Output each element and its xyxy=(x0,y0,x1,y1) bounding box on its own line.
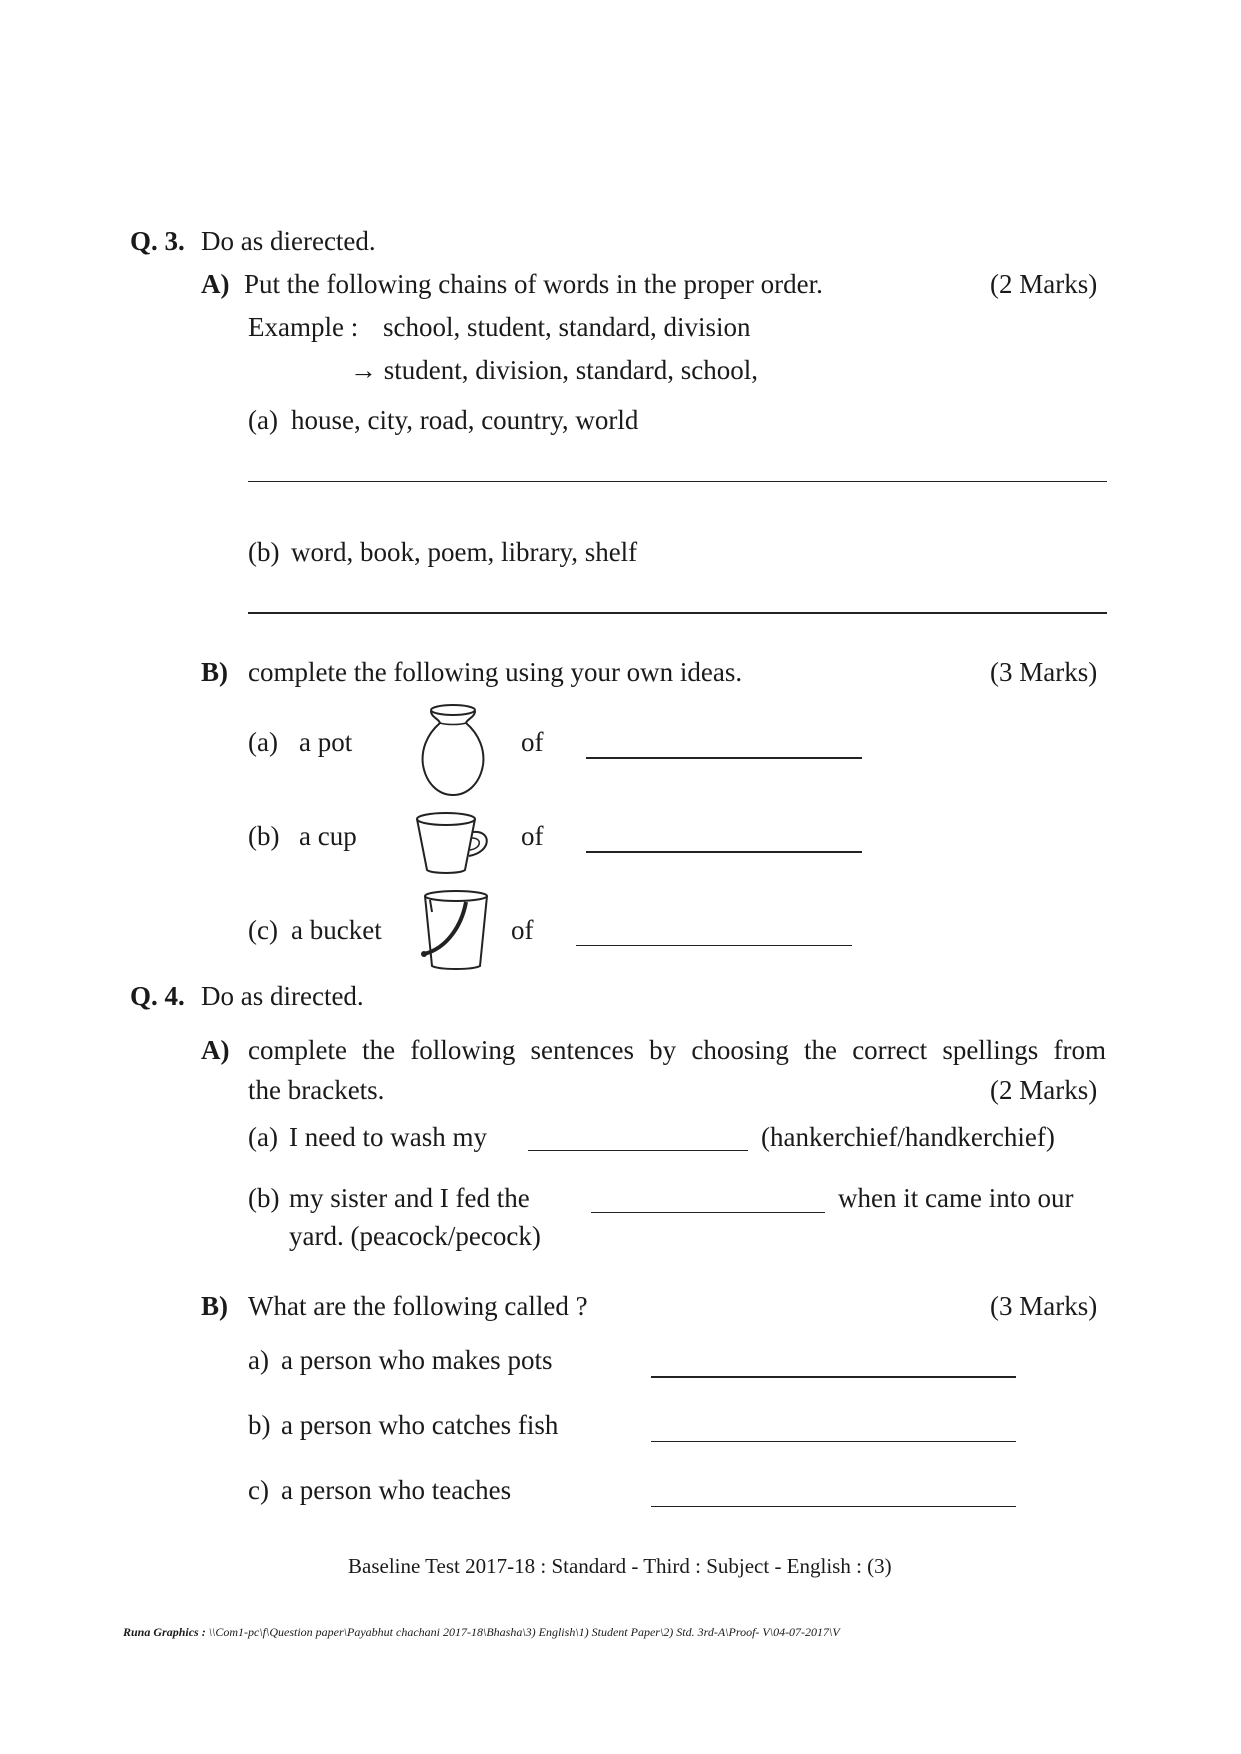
q4b-marks: (3 Marks) xyxy=(990,1291,1098,1321)
pot-icon xyxy=(418,703,488,799)
q4b-item-b-label: b) xyxy=(248,1410,271,1440)
q4b-instruction: What are the following called ? xyxy=(248,1291,588,1321)
q4a-item-a-label: (a) xyxy=(248,1122,278,1152)
q3b-marks: (3 Marks) xyxy=(990,657,1098,687)
q4a-item-a-after: (hankerchief/handkerchief) xyxy=(761,1122,1055,1152)
q3b-item-a-text: a pot xyxy=(299,727,353,757)
q3a-item-b-label: (b) xyxy=(248,537,280,567)
answer-line[interactable] xyxy=(651,1376,1016,1378)
answer-line[interactable] xyxy=(591,1212,825,1213)
example-label: Example : xyxy=(248,312,359,342)
q3b-item-b-text: a cup xyxy=(299,821,357,851)
answer-line[interactable] xyxy=(586,757,862,759)
q4a-item-b-line2: yard. (peacock/pecock) xyxy=(289,1221,541,1251)
q3a-item-b-text: word, book, poem, library, shelf xyxy=(291,537,638,567)
q3b-item-c-of: of xyxy=(511,915,534,945)
q4b-item-c-label: c) xyxy=(248,1475,269,1505)
q3b-item-b-label: (b) xyxy=(248,821,280,851)
q4-title: Do as directed. xyxy=(201,981,364,1011)
answer-line[interactable] xyxy=(248,612,1107,614)
q3a-item-a-label: (a) xyxy=(248,405,278,435)
q4a-label: A) xyxy=(201,1035,230,1065)
runa-path: \\Com1-pc\f\Question paper\Payabhut chachani 2017-18\Bhasha\3) English\1) Student Paper\2) Std. 3rd-A\Proof- V\04-07-2017\V xyxy=(208,1625,840,1639)
cup-icon xyxy=(414,810,494,876)
q3b-item-a-label: (a) xyxy=(248,727,278,757)
q4b-label: B) xyxy=(201,1291,228,1321)
q4a-instruction-line1: complete the following sentences by choosing the correct spellings from xyxy=(248,1035,1106,1065)
q3b-item-c-text: a bucket xyxy=(291,915,382,945)
q3-number: Q. 3. xyxy=(130,226,185,256)
q4a-instruction-line2: the brackets. xyxy=(248,1075,385,1105)
q3b-item-c-label: (c) xyxy=(248,915,278,945)
bucket-icon xyxy=(416,888,492,972)
q4b-item-b-text: a person who catches fish xyxy=(281,1410,559,1440)
example-answer: → student, division, standard, school, xyxy=(350,355,758,385)
q4-number: Q. 4. xyxy=(130,981,185,1011)
q4a-item-a-before: I need to wash my xyxy=(289,1122,487,1152)
answer-line[interactable] xyxy=(651,1506,1016,1507)
q4a-item-b-before: my sister and I fed the xyxy=(289,1183,530,1213)
q3b-item-a-of: of xyxy=(521,727,544,757)
q3-title: Do as dierected. xyxy=(201,226,376,256)
q4b-item-a-label: a) xyxy=(248,1345,269,1375)
q3a-instruction: Put the following chains of words in the proper order. xyxy=(244,269,823,299)
page-footer: Baseline Test 2017-18 : Standard - Third : Subject - English : (3) xyxy=(348,1554,892,1578)
example-words: school, student, standard, division xyxy=(383,312,751,342)
q3b-instruction: complete the following using your own ideas. xyxy=(248,657,743,687)
answer-line[interactable] xyxy=(576,945,852,946)
q4a-item-b-label: (b) xyxy=(248,1183,280,1213)
q4a-marks: (2 Marks) xyxy=(990,1075,1098,1105)
q3b-item-b-of: of xyxy=(521,821,544,851)
runa-graphics-note xyxy=(123,1625,840,1639)
runa-label: Runa Graphics : xyxy=(123,1625,206,1639)
answer-line[interactable] xyxy=(528,1150,748,1151)
q4b-item-a-text: a person who makes pots xyxy=(281,1345,553,1375)
answer-line[interactable] xyxy=(586,851,862,853)
q3a-item-a-text: house, city, road, country, world xyxy=(291,405,639,435)
q4a-item-b-after: when it came into our xyxy=(838,1183,1074,1213)
q3a-label: A) xyxy=(201,269,230,299)
q3b-label: B) xyxy=(201,657,228,687)
answer-line[interactable] xyxy=(651,1441,1016,1442)
q3a-marks: (2 Marks) xyxy=(990,269,1098,299)
q4b-item-c-text: a person who teaches xyxy=(281,1475,512,1505)
answer-line[interactable] xyxy=(248,481,1107,482)
